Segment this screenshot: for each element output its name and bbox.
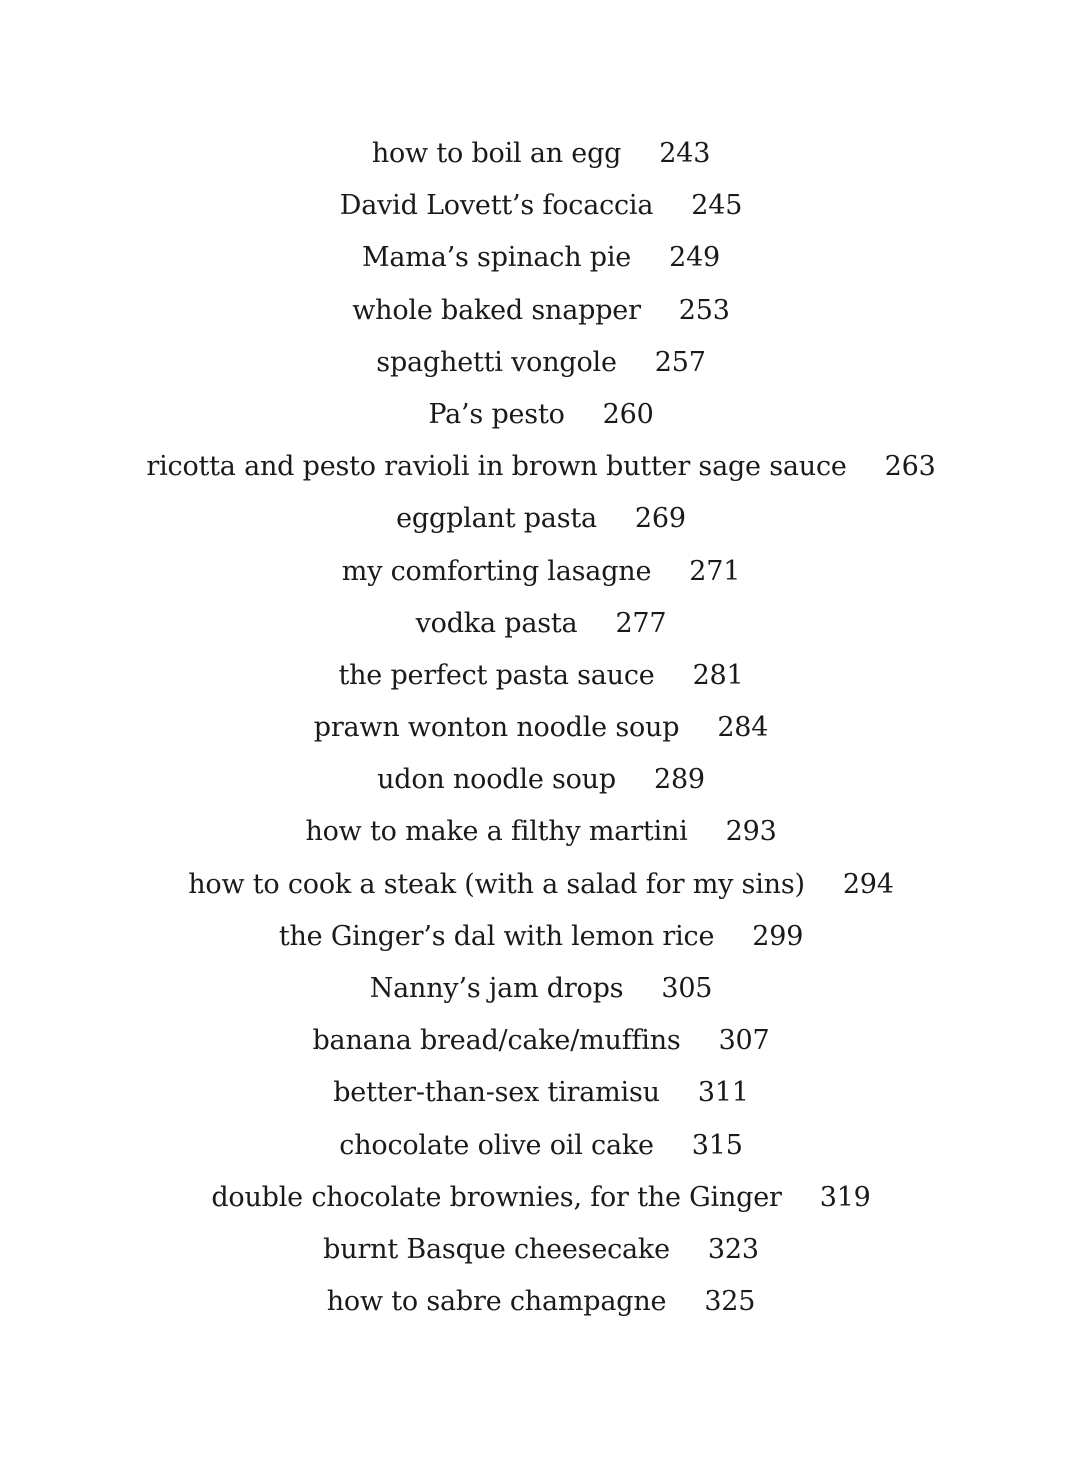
toc-entry[interactable]	[0, 285, 1082, 337]
toc-entry-title: how to boil an egg	[371, 138, 622, 169]
toc-entry-page: 263	[884, 451, 936, 483]
toc-entry-page: 257	[654, 346, 706, 378]
toc-entry-page: 299	[752, 920, 804, 952]
toc-entry-title: burnt Basque cheesecake	[323, 1233, 670, 1265]
toc-entry-page: 325	[704, 1286, 756, 1318]
toc-entry-page: 305	[661, 973, 713, 1004]
toc-entry-title: the perfect pasta sauce	[338, 659, 655, 691]
toc-entry-title: eggplant pasta	[396, 503, 597, 535]
toc-entry[interactable]	[0, 337, 1082, 389]
toc-entry-page: 260	[602, 398, 654, 430]
toc-entry-page: 269	[634, 503, 686, 535]
toc-entry[interactable]	[0, 911, 1082, 963]
toc-entry[interactable]	[0, 1120, 1082, 1172]
toc-entry-page: 253	[678, 294, 730, 326]
toc-entry-title: Mama’s spinach pie	[361, 242, 632, 274]
toc-entry[interactable]	[0, 859, 1082, 911]
toc-entry[interactable]	[0, 493, 1082, 545]
toc-entry-page: 243	[659, 138, 711, 169]
toc-entry-page: 284	[717, 712, 769, 744]
toc-entry-page: 245	[691, 190, 743, 222]
toc-entry-page: 289	[653, 764, 705, 796]
toc-entry[interactable]	[0, 128, 1082, 180]
toc-entry-title: how to sabre champagne	[326, 1286, 667, 1318]
toc-entry-page: 293	[725, 816, 777, 848]
toc-entry-page: 319	[819, 1181, 871, 1213]
toc-entry[interactable]	[0, 702, 1082, 754]
toc-entry[interactable]	[0, 546, 1082, 598]
toc-entry[interactable]	[0, 180, 1082, 232]
toc-entry-title: prawn wonton noodle soup	[313, 712, 680, 744]
toc-entry-title: vodka pasta	[415, 607, 578, 639]
toc-entry-page: 294	[842, 868, 894, 900]
toc-entry-page: 311	[697, 1077, 749, 1109]
toc-entry-title: spaghetti vongole	[376, 346, 617, 378]
toc-entry-title: my comforting lasagne	[341, 555, 652, 587]
toc-entry-title: David Lovett’s focaccia	[339, 190, 654, 222]
toc-entry-title: udon noodle soup	[377, 764, 616, 796]
toc-entry-title: whole baked snapper	[352, 294, 641, 326]
toc-entry[interactable]	[0, 650, 1082, 702]
toc-entry-title: the Ginger’s dal with lemon rice	[278, 920, 715, 952]
toc-entry[interactable]	[0, 389, 1082, 441]
toc-entry-page: 281	[692, 659, 744, 691]
toc-entry-page: 271	[689, 555, 741, 587]
toc-entry[interactable]	[0, 806, 1082, 858]
toc-entry[interactable]	[0, 1224, 1082, 1276]
toc-entry-title: banana bread/cake/muffins	[312, 1025, 681, 1057]
toc-entry[interactable]	[0, 441, 1082, 493]
toc-entry[interactable]	[0, 1067, 1082, 1119]
toc-entry-title: how to cook a steak (with a salad for my sins)	[188, 868, 805, 900]
toc-entry-title: how to make a filthy martini	[305, 816, 688, 848]
toc-entry-title: double chocolate brownies, for the Ginger	[211, 1181, 782, 1213]
toc-entry[interactable]	[0, 1015, 1082, 1067]
toc-entry-title: Pa’s pesto	[428, 398, 565, 430]
toc-entry-title: Nanny’s jam drops	[369, 973, 624, 1004]
toc-entry-title: chocolate olive oil cake	[339, 1129, 654, 1161]
toc-entry-page: 307	[718, 1025, 770, 1057]
toc-entry-page: 323	[707, 1233, 759, 1265]
toc-entry-title: ricotta and pesto ravioli in brown butter sage sauce	[146, 451, 847, 483]
toc-entry-page: 277	[615, 607, 667, 639]
toc-entry[interactable]	[0, 1172, 1082, 1224]
toc-entry-page: 315	[691, 1129, 743, 1161]
table-of-contents	[0, 128, 1082, 1328]
toc-entry-page: 249	[669, 242, 721, 274]
toc-entry[interactable]	[0, 232, 1082, 284]
toc-entry[interactable]	[0, 598, 1082, 650]
toc-entry[interactable]	[0, 1276, 1082, 1328]
toc-entry[interactable]	[0, 754, 1082, 806]
toc-entry[interactable]	[0, 963, 1082, 1015]
toc-entry-title: better-than-sex tiramisu	[333, 1077, 660, 1109]
